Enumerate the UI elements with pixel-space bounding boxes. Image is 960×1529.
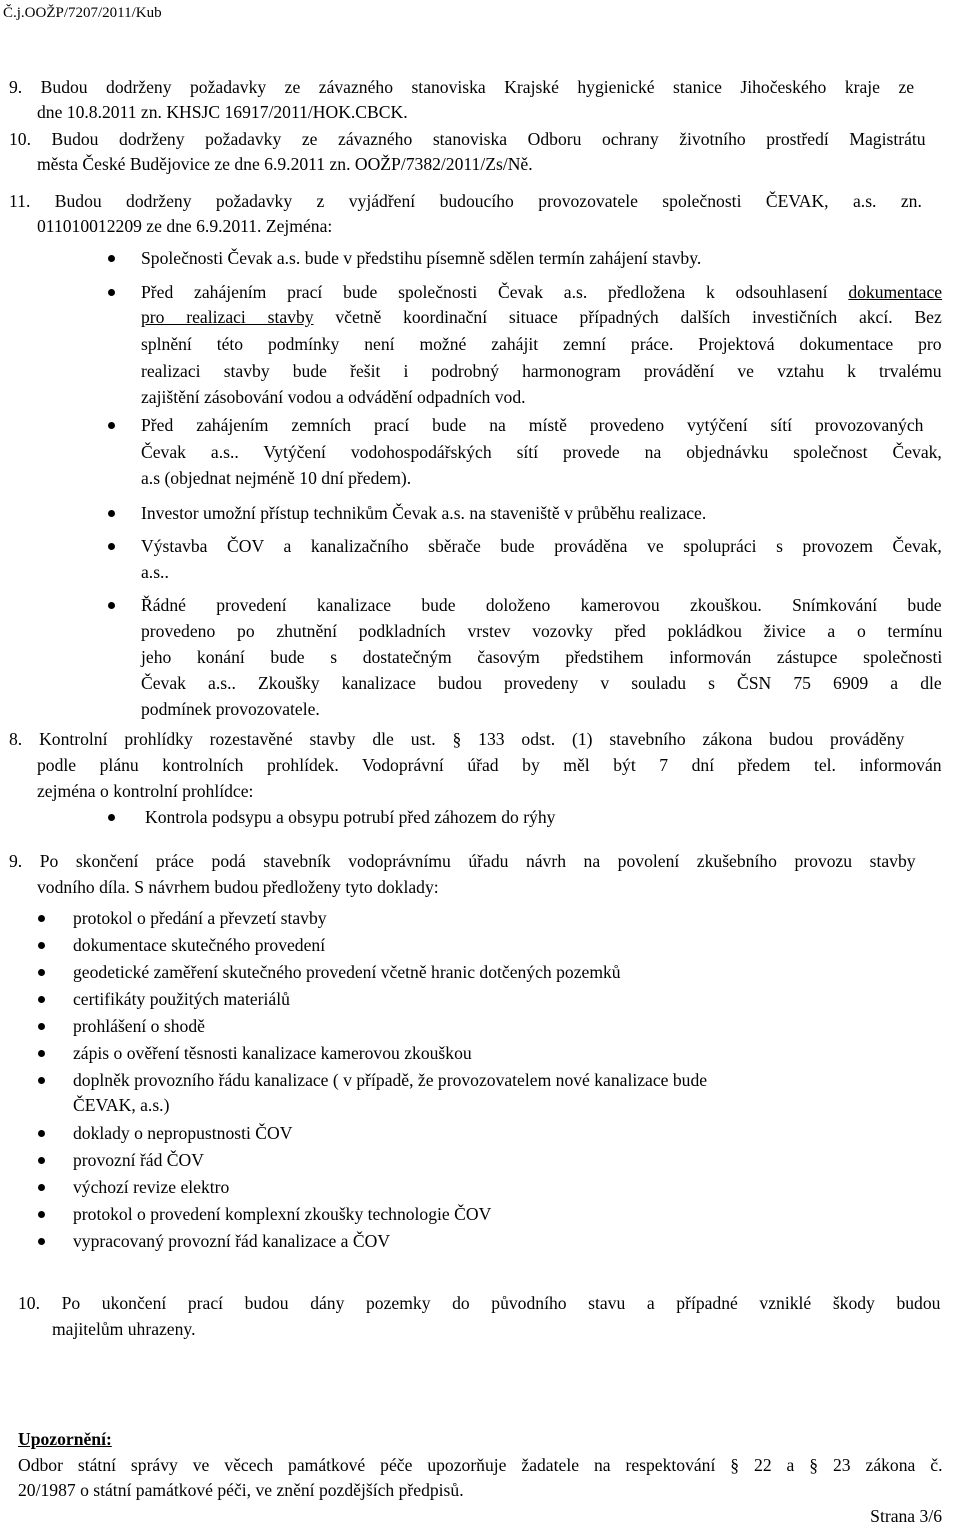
list-item: geodetické zaměření skutečného provedení včetně hranic dotčených pozemků	[73, 962, 621, 982]
list-item: zápis o ověření těsnosti kanalizace kamerovou zkouškou	[73, 1043, 472, 1063]
document-reference: Č.j.OOŽP/7207/2011/Kub	[3, 5, 162, 21]
cevak-bullet-5-line2: a.s..	[141, 562, 169, 582]
notice-line2: 20/1987 o státní památkové péči, ve znění pozdějších předpisů.	[18, 1480, 464, 1500]
cevak-bullet-6-line2: provedeno po zhutnění podkladních vrstev vozovky před pokládkou živice a o termínu	[141, 621, 943, 641]
item-11-line2: 011010012209 ze dne 6.9.2011. Zejména:	[37, 216, 333, 236]
list-item: protokol o předání a převzetí stavby	[73, 908, 327, 928]
bullet-icon	[38, 1184, 45, 1191]
list-item: vypracovaný provozní řád kanalizace a ČOV	[73, 1231, 391, 1251]
cevak-bullet-6-line5: podmínek provozovatele.	[141, 699, 320, 719]
cevak-bullet-2-line1: Před zahájením prací bude společnosti Čevak a.s. předložena k odsouhlasení dokumentace	[141, 282, 943, 302]
underlined-dokumentace: dokumentace	[848, 282, 943, 302]
item-9a-line2: dne 10.8.2011 zn. KHSJC 16917/2011/HOK.CBCK.	[37, 102, 408, 122]
bullet-icon	[108, 422, 115, 429]
bullet-icon	[38, 1157, 45, 1164]
list-item: doklady o nepropustnosti ČOV	[73, 1123, 293, 1143]
bullet-icon	[108, 255, 115, 262]
cevak-bullet-2-line4: realizaci stavby bude řešit i podrobný harmonogram provádění ve vztahu k trvalému	[141, 361, 942, 381]
bullet-icon	[108, 510, 115, 517]
section-8-line2: podle plánu kontrolních prohlídek. Vodoprávní úřad by měl být 7 dní předem tel. informován	[37, 755, 942, 775]
cevak-bullet-4: Investor umožní přístup technikům Čevak a.s. na staveniště v průběhu realizace.	[141, 503, 707, 523]
cevak-bullet-2-line3: splnění této podmínky není možné zahájit zemní práce. Projektová dokumentace pro	[141, 334, 942, 354]
bullet-icon	[38, 1238, 45, 1245]
section-10-line1: 10. Po ukončení prací budou dány pozemky do původního stavu a případné vzniklé škody budou	[18, 1293, 941, 1313]
page-number: Strana 3/6	[870, 1506, 942, 1526]
list-item: provozní řád ČOV	[73, 1150, 204, 1170]
bullet-icon	[38, 915, 45, 922]
list-item-continuation: ČEVAK, a.s.)	[73, 1095, 170, 1115]
cevak-bullet-5-line1: Výstavba ČOV a kanalizačního sběrače bude prováděna ve spolupráci s provozem Čevak,	[141, 536, 942, 556]
bullet-icon	[108, 814, 115, 821]
bullet-icon	[108, 289, 115, 296]
cevak-bullet-2-line2: pro realizaci stavby včetně koordinační situace případných dalších investičních akcí. Bez	[141, 307, 942, 327]
underlined-realizace: pro realizaci stavby	[141, 307, 314, 327]
bullet-icon	[108, 543, 115, 550]
section-8-line3: zejména o kontrolní prohlídce:	[37, 781, 254, 801]
cevak-bullet-6-line1: Řádné provedení kanalizace bude doloženo kamerovou zkouškou. Snímkování bude	[141, 595, 942, 615]
bullet-icon	[38, 1211, 45, 1218]
cevak-bullet-6-line4: Čevak a.s.. Zkoušky kanalizace budou provedeny v souladu s ČSN 75 6909 a dle	[141, 673, 942, 693]
bullet-icon	[38, 1077, 45, 1084]
item-10a-line2: města České Budějovice ze dne 6.9.2011 zn. OOŽP/7382/2011/Zs/Ně.	[37, 154, 533, 174]
bullet-icon	[38, 996, 45, 1003]
item-10a-line1: 10. Budou dodrženy požadavky ze závazného stanoviska Odboru ochrany životního prostředí Magistrátu	[9, 129, 926, 149]
section-8-line1: 8. Kontrolní prohlídky rozestavěné stavby dle ust. § 133 odst. (1) stavebního zákona budou prováděny	[9, 729, 905, 749]
section-9-line1: 9. Po skončení práce podá stavebník vodoprávnímu úřadu návrh na povolení zkušebního provozu stavby	[9, 851, 916, 871]
item-11-line1: 11. Budou dodrženy požadavky z vyjádření budoucího provozovatele společnosti ČEVAK, a.s. zn.	[9, 191, 922, 211]
cevak-bullet-3-line2: Čevak a.s.. Vytýčení vodohospodářských sítí provede na objednávku společnost Čevak,	[141, 442, 942, 462]
list-item: protokol o provedení komplexní zkoušky technologie ČOV	[73, 1204, 492, 1224]
notice-line1: Odbor státní správy ve věcech památkové péče upozorňuje žadatele na respektování § 22 a § 23 zákona č.	[18, 1455, 943, 1475]
notice-title: Upozornění:	[18, 1429, 112, 1449]
list-item: prohlášení o shodě	[73, 1016, 205, 1036]
cevak-bullet-2-line5: zajištění zásobování vodou a odvádění odpadních vod.	[141, 387, 526, 407]
bullet-icon	[38, 942, 45, 949]
bullet-icon	[38, 969, 45, 976]
list-item: certifikáty použitých materiálů	[73, 989, 290, 1009]
cevak-bullet-3-line3: a.s (objednat nejméně 10 dní předem).	[141, 468, 412, 488]
section-9-line2: vodního díla. S návrhem budou předloženy tyto doklady:	[37, 877, 439, 897]
list-item: doplněk provozního řádu kanalizace ( v případě, že provozovatelem nové kanalizace bude	[73, 1070, 708, 1090]
item-9a-line1: 9. Budou dodrženy požadavky ze závazného stanoviska Krajské hygienické stanice Jihočeského kraje ze	[9, 77, 915, 97]
section-10-line2: majitelům uhrazeny.	[52, 1319, 196, 1339]
bullet-icon	[38, 1050, 45, 1057]
cevak-bullet-6-line3: jeho konání bude s dostatečným časovým předstihem informován zástupce společnosti	[141, 647, 943, 667]
bullet-icon	[108, 602, 115, 609]
bullet-icon	[38, 1023, 45, 1030]
cevak-bullet-3-line1: Před zahájením zemních prací bude na místě provedeno vytýčení sítí provozovaných	[141, 415, 924, 435]
bullet-icon	[38, 1130, 45, 1137]
section-8-bullet: Kontrola podsypu a obsypu potrubí před záhozem do rýhy	[145, 807, 556, 827]
list-item: dokumentace skutečného provedení	[73, 935, 326, 955]
cevak-bullet-1: Společnosti Čevak a.s. bude v předstihu písemně sdělen termín zahájení stavby.	[141, 248, 702, 268]
list-item: výchozí revize elektro	[73, 1177, 230, 1197]
